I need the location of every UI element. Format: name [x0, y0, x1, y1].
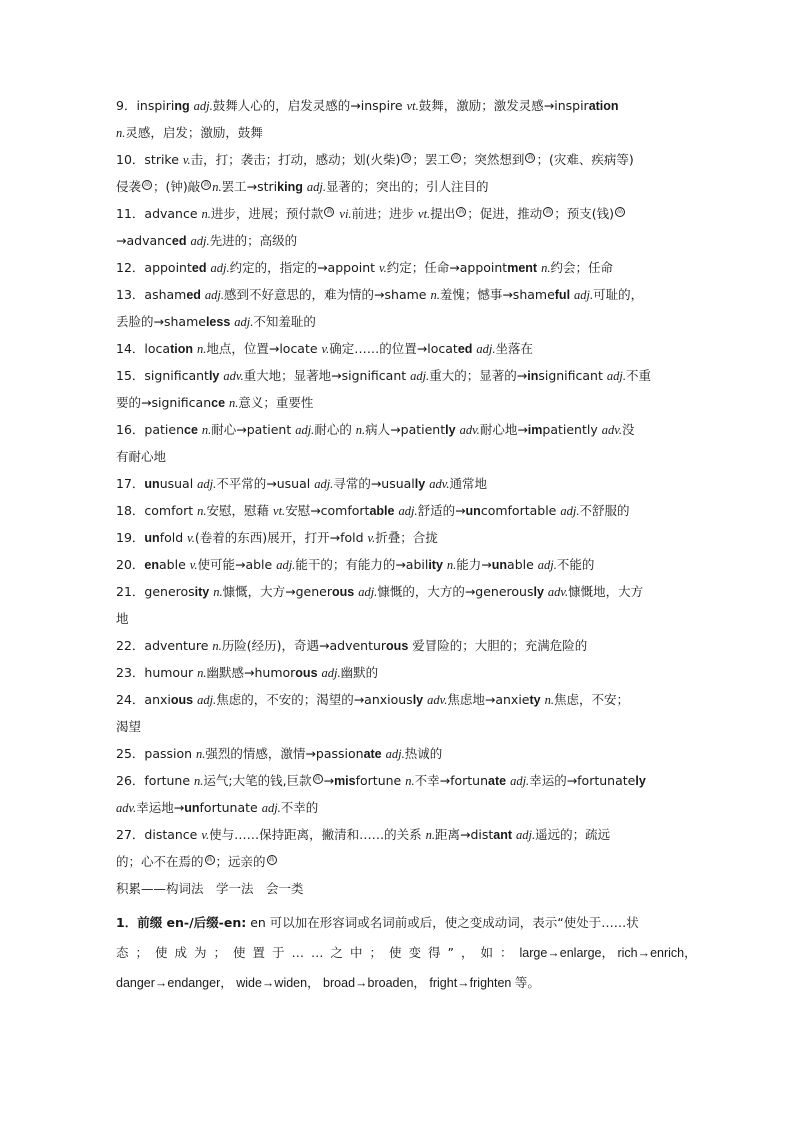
- line-text: 鼓舞人心的，启发灵感的→inspire: [212, 98, 407, 113]
- text-line: [116, 848, 680, 875]
- affix-highlight: ful: [554, 288, 571, 302]
- part-of-speech: adj.: [193, 99, 213, 113]
- line-text: 9．inspiri: [116, 98, 175, 113]
- text-line: [116, 578, 680, 605]
- part-of-speech: adv.: [223, 369, 244, 383]
- line-text: 能力→: [456, 557, 492, 572]
- line-text: (卷着的东西)展开，打开→fold: [194, 530, 368, 545]
- part-of-speech: adj.: [358, 585, 378, 599]
- affix-highlight: ce: [184, 423, 198, 437]
- exam-mark-icon: 高: [458, 207, 465, 215]
- text-line: [116, 470, 680, 497]
- word-formation-rule-line-2: [116, 938, 697, 968]
- line-text: →: [323, 773, 335, 788]
- part-of-speech: v.: [321, 342, 330, 356]
- text-line: [116, 362, 680, 389]
- line-text: 病人→patient: [365, 422, 446, 437]
- text-line: [116, 281, 680, 308]
- line-text: 使与……保持距离，撇清和……的关系: [209, 827, 426, 842]
- part-of-speech: n.: [201, 423, 212, 437]
- part-of-speech: adj.: [314, 477, 334, 491]
- text-line: [116, 497, 680, 524]
- affix-highlight: ate: [488, 774, 507, 788]
- line-text: 渴望: [116, 719, 142, 734]
- part-of-speech: adj.: [261, 801, 281, 815]
- text-line: [116, 308, 680, 335]
- line-text: 积累——构词法 学一法 会一类: [116, 881, 304, 896]
- line-text: 约定；任命→appoint: [386, 260, 508, 275]
- part-of-speech: v.: [182, 153, 191, 167]
- exam-mark-icon: 高: [203, 180, 210, 188]
- part-of-speech: n.: [197, 666, 207, 680]
- line-text: 24．anxi: [116, 692, 171, 707]
- affix-highlight: ce: [211, 396, 226, 410]
- word-formation-rule-line-3: [116, 968, 680, 998]
- text-line: [116, 821, 680, 848]
- text-line: [116, 146, 680, 173]
- line-text: 27．distance: [116, 827, 202, 842]
- affix-highlight: ed: [191, 261, 207, 275]
- part-of-speech: n.: [446, 558, 457, 572]
- text-line: [116, 767, 680, 794]
- line-text: 运气;大笔的钱,巨款: [203, 773, 312, 788]
- part-of-speech: adj.: [410, 369, 430, 383]
- affix-highlight: ed: [457, 342, 473, 356]
- line-text: ；预支(钱): [554, 206, 614, 221]
- line-text: 21．generos: [116, 584, 195, 599]
- line-text: 慷慨的，大方的→generous: [377, 584, 534, 599]
- line-text: 11．advance: [116, 206, 202, 221]
- line-text: 幸运地→: [136, 800, 185, 815]
- line-text: ；罢工: [412, 152, 450, 167]
- affix-highlight: un: [144, 531, 160, 545]
- line-text: 焦虑地→anxie: [447, 692, 530, 707]
- affix-highlight: ly: [412, 693, 424, 707]
- affix-highlight: ly: [208, 369, 220, 383]
- affix-highlight: ous: [295, 666, 318, 680]
- affix-highlight: ly: [414, 477, 426, 491]
- line-text: 灵感，启发；激励，鼓舞: [125, 125, 263, 140]
- line-text: 通常地: [449, 476, 487, 491]
- affix-highlight: in: [527, 369, 539, 383]
- line-text: able: [507, 557, 538, 572]
- vocabulary-list: [116, 92, 680, 902]
- exam-mark-icon: 高: [206, 855, 213, 863]
- line-text: 20．: [116, 557, 145, 572]
- part-of-speech: n.: [212, 180, 222, 194]
- part-of-speech: n.: [212, 639, 222, 653]
- line-text: 23．humour: [116, 665, 198, 680]
- exam-mark-icon: 高: [616, 207, 623, 215]
- part-of-speech: adj.: [306, 180, 326, 194]
- line-text: 侵袭: [116, 179, 142, 194]
- line-text: 提出: [430, 206, 456, 221]
- line-text: 显著的；突出的；引人注目的: [325, 179, 489, 194]
- line-text: ；(钟)敲: [153, 179, 201, 194]
- line-text: 寻常的→usual: [333, 476, 415, 491]
- part-of-speech: adv.: [116, 801, 137, 815]
- text-line: [116, 443, 680, 470]
- line-text: fortune: [355, 773, 406, 788]
- part-of-speech: adj.: [606, 369, 626, 383]
- part-of-speech: v.: [189, 558, 198, 572]
- line-text: usual: [159, 476, 198, 491]
- text-line: [116, 389, 680, 416]
- line-text: 坐落在: [495, 341, 534, 356]
- line-text: 击，打；袭击；打动，感动；划(火柴): [190, 152, 401, 167]
- affix-highlight: ate: [363, 747, 382, 761]
- line-text: 没: [621, 422, 635, 437]
- affix-highlight: ous: [331, 585, 355, 599]
- line-text: 可耻的，: [593, 287, 644, 302]
- line-text: 强烈的情感，激情→passion: [205, 746, 364, 761]
- affix-highlight: king: [277, 180, 303, 194]
- part-of-speech: n.: [544, 693, 554, 707]
- part-of-speech: adj.: [295, 423, 315, 437]
- text-line: [116, 227, 680, 254]
- line-text: 罢工→stri: [221, 179, 278, 194]
- affix-highlight: un: [465, 504, 481, 518]
- part-of-speech: adj.: [560, 504, 580, 518]
- affix-highlight: im: [527, 423, 543, 437]
- part-of-speech: n.: [213, 585, 223, 599]
- exam-mark-icon: 高: [527, 153, 534, 161]
- part-of-speech: adj.: [574, 288, 594, 302]
- line-text: 舒适的→: [417, 503, 466, 518]
- line-text: fold: [159, 530, 188, 545]
- part-of-speech: adv.: [547, 585, 569, 599]
- part-of-speech: v.: [379, 261, 387, 275]
- line-text: 耐心→patient: [211, 422, 296, 437]
- text-line: [116, 551, 680, 578]
- part-of-speech: n.: [355, 423, 366, 437]
- text-line: [116, 119, 680, 146]
- part-of-speech: vt.: [273, 504, 286, 518]
- line-text: 感到不好意思的，难为情的→shame: [224, 287, 431, 302]
- line-text: 焦虑的，不安的；渴望的→anxious: [216, 692, 413, 707]
- affix-highlight: un: [144, 477, 160, 491]
- exam-mark-icon: 高: [326, 207, 333, 215]
- line-text: 不知羞耻的: [253, 314, 316, 329]
- text-line: [116, 686, 680, 713]
- line-text: ；促进，推动: [467, 206, 543, 221]
- part-of-speech: adj.: [234, 315, 254, 329]
- affix-highlight: un: [184, 801, 200, 815]
- line-text: fortunate: [199, 800, 262, 815]
- line-text: 10．strike: [116, 152, 183, 167]
- line-text: 重大地；显著地→significant: [243, 368, 411, 383]
- line-text: 安慰→comfort: [285, 503, 370, 518]
- line-text: 能干的；有能力的→abil: [295, 557, 429, 572]
- part-of-speech: adj.: [385, 747, 405, 761]
- line-text: 历险(经历)，奇遇→adventur: [221, 638, 387, 653]
- part-of-speech: n.: [405, 774, 415, 788]
- line-text: 遥远的；疏远: [535, 827, 611, 842]
- line-text: 距离→dist: [434, 827, 494, 842]
- affix-highlight: ly: [445, 423, 456, 437]
- line-text: significant: [538, 368, 607, 383]
- line-text: 约会；任命: [550, 260, 613, 275]
- text-line: [116, 632, 680, 659]
- affix-highlight: ty: [529, 693, 541, 707]
- line-text: 折叠；合拢: [375, 530, 438, 545]
- text-line: [116, 92, 680, 119]
- part-of-speech: vt.: [418, 207, 431, 221]
- line-text: 26．fortune: [116, 773, 195, 788]
- text-line: [116, 713, 680, 740]
- line-text: 15．significant: [116, 368, 209, 383]
- line-text: 不重: [625, 368, 651, 383]
- line-text: 地点，位置→locate: [206, 341, 322, 356]
- line-text: 耐心的: [314, 422, 356, 437]
- line-text: 12．appoint: [116, 260, 192, 275]
- line-text: 25．passion: [116, 746, 197, 761]
- text-line: [116, 740, 680, 767]
- line-text: 有耐心地: [116, 449, 167, 464]
- line-text: 安慰，慰藉: [206, 503, 274, 518]
- part-of-speech: n.: [197, 504, 207, 518]
- part-of-speech: v.: [187, 531, 195, 545]
- document-page: [116, 92, 697, 998]
- part-of-speech: adj.: [190, 234, 210, 248]
- part-of-speech: adj.: [204, 288, 225, 302]
- part-of-speech: n.: [194, 774, 204, 788]
- affix-highlight: ed: [186, 288, 201, 302]
- line-text: ；(灾难、疾病等): [536, 152, 634, 167]
- text-line: [116, 254, 680, 281]
- affix-highlight: ed: [171, 234, 187, 248]
- affix-highlight: ment: [507, 261, 538, 275]
- line-text: 19．: [116, 530, 145, 545]
- line-text: 重大的；显著的→: [429, 368, 528, 383]
- part-of-speech: vi.: [339, 207, 352, 221]
- line-text: 鼓舞，激励；激发灵感→inspir: [418, 98, 589, 113]
- text-line: [116, 200, 680, 227]
- line-text: 幽默感→humor: [206, 665, 296, 680]
- text-line: [116, 605, 680, 632]
- line-text: 不平常的→usual: [216, 476, 315, 491]
- part-of-speech: adj.: [476, 342, 496, 356]
- line-text: comfortable: [480, 503, 561, 518]
- exam-mark-icon: 高: [144, 180, 151, 188]
- rule-text: en 可以加在形容词或名词前或后，使之变成动词，表示“使处于……状: [246, 915, 639, 930]
- part-of-speech: adj.: [210, 261, 230, 275]
- text-line: [116, 524, 680, 551]
- part-of-speech: n.: [430, 288, 440, 302]
- affix-highlight: en: [144, 558, 159, 572]
- part-of-speech: v.: [201, 828, 210, 842]
- part-of-speech: adj.: [197, 693, 217, 707]
- part-of-speech: adv.: [429, 477, 450, 491]
- line-text: 幸运的→fortunate: [529, 773, 636, 788]
- affix-highlight: ly: [635, 774, 646, 788]
- affix-highlight: mis: [334, 774, 356, 788]
- rule-heading: 1．前缀 en-/后缀-en:: [116, 915, 247, 930]
- part-of-speech: n.: [229, 396, 239, 410]
- line-text: 14．loca: [116, 341, 171, 356]
- part-of-speech: n.: [116, 126, 126, 140]
- part-of-speech: adj.: [321, 666, 341, 680]
- text-line: [116, 794, 680, 821]
- rule-examples-continued: danger→endanger， wide→widen， broad→broaden， fright→frighten 等。: [116, 976, 540, 990]
- line-text: ；远亲的: [215, 854, 266, 869]
- part-of-speech: n.: [201, 207, 211, 221]
- line-text: 前进；进步: [351, 206, 419, 221]
- affix-highlight: ity: [428, 558, 443, 572]
- exam-mark-icon: 高: [268, 855, 275, 863]
- part-of-speech: adj.: [197, 477, 217, 491]
- part-of-speech: adv.: [427, 693, 448, 707]
- line-text: 不能的: [556, 557, 595, 572]
- rule-text-spread: 态；使成为；使置于……之中；使变得”，如：: [116, 945, 520, 960]
- line-text: ；突然想到: [461, 152, 525, 167]
- line-text: 焦虑，不安；: [553, 692, 629, 707]
- part-of-speech: adj.: [276, 558, 296, 572]
- line-text: 先进的；高级的: [209, 233, 298, 248]
- affix-highlight: ation: [588, 99, 619, 113]
- part-of-speech: adj.: [510, 774, 530, 788]
- part-of-speech: vt.: [406, 99, 419, 113]
- line-text: 17．: [116, 476, 145, 491]
- line-text: 使可能→able: [197, 557, 277, 572]
- line-text: 不幸→fortun: [414, 773, 489, 788]
- affix-highlight: ly: [533, 585, 544, 599]
- line-text: 22．adventure: [116, 638, 213, 653]
- part-of-speech: adj.: [516, 828, 536, 842]
- line-text: 爱冒险的；大胆的；充满危险的: [408, 638, 588, 653]
- line-text: →advanc: [116, 233, 172, 248]
- line-text: 约定的，指定的→appoint: [229, 260, 379, 275]
- part-of-speech: v.: [367, 531, 376, 545]
- line-text: 18．comfort: [116, 503, 198, 518]
- line-text: 不舒服的: [579, 503, 630, 518]
- affix-highlight: able: [369, 504, 395, 518]
- line-text: 幽默的: [340, 665, 379, 680]
- text-line: [116, 659, 680, 686]
- affix-highlight: ant: [493, 828, 513, 842]
- word-formation-rule-line-1: [116, 908, 680, 938]
- affix-highlight: ng: [174, 99, 190, 113]
- line-text: 热诚的: [404, 746, 443, 761]
- line-text: 要的→significan: [116, 395, 212, 410]
- text-line: [116, 875, 680, 902]
- part-of-speech: n.: [425, 828, 435, 842]
- text-line: [116, 416, 680, 443]
- line-text: 不幸的: [280, 800, 319, 815]
- part-of-speech: adj.: [537, 558, 557, 572]
- rule-examples: large→enlarge， rich→enrich，: [519, 946, 697, 960]
- exam-mark-icon: 高: [545, 207, 552, 215]
- exam-mark-icon: 高: [452, 153, 459, 161]
- line-text: 的；心不在焉的: [116, 854, 204, 869]
- part-of-speech: adv.: [459, 423, 480, 437]
- part-of-speech: n.: [541, 261, 551, 275]
- exam-mark-icon: 高: [314, 774, 321, 782]
- affix-highlight: ous: [170, 693, 194, 707]
- text-line: [116, 173, 680, 200]
- part-of-speech: n.: [196, 342, 207, 356]
- part-of-speech: adv.: [601, 423, 622, 437]
- line-text: 意义；重要性: [238, 395, 314, 410]
- line-text: 丢脸的→shame: [116, 314, 206, 329]
- line-text: 耐心地→: [479, 422, 528, 437]
- line-text: 羞愧；憾事→shame: [439, 287, 555, 302]
- part-of-speech: n.: [196, 747, 206, 761]
- line-text: patiently: [542, 422, 602, 437]
- line-text: 16．patien: [116, 422, 184, 437]
- affix-highlight: tion: [170, 342, 193, 356]
- text-line: [116, 335, 680, 362]
- affix-highlight: un: [491, 558, 508, 572]
- line-text: 进步，进展；预付款: [210, 206, 324, 221]
- line-text: 慷慨地，大方: [568, 584, 644, 599]
- line-text: 13．asham: [116, 287, 187, 302]
- part-of-speech: adj.: [398, 504, 418, 518]
- affix-highlight: ity: [194, 585, 210, 599]
- line-text: 确定……的位置→locat: [329, 341, 458, 356]
- line-text: 地: [116, 611, 129, 626]
- affix-highlight: less: [205, 315, 231, 329]
- line-text: able: [159, 557, 190, 572]
- line-text: 慷慨，大方→gener: [222, 584, 332, 599]
- exam-mark-icon: 高: [403, 153, 410, 161]
- affix-highlight: ous: [386, 639, 409, 653]
